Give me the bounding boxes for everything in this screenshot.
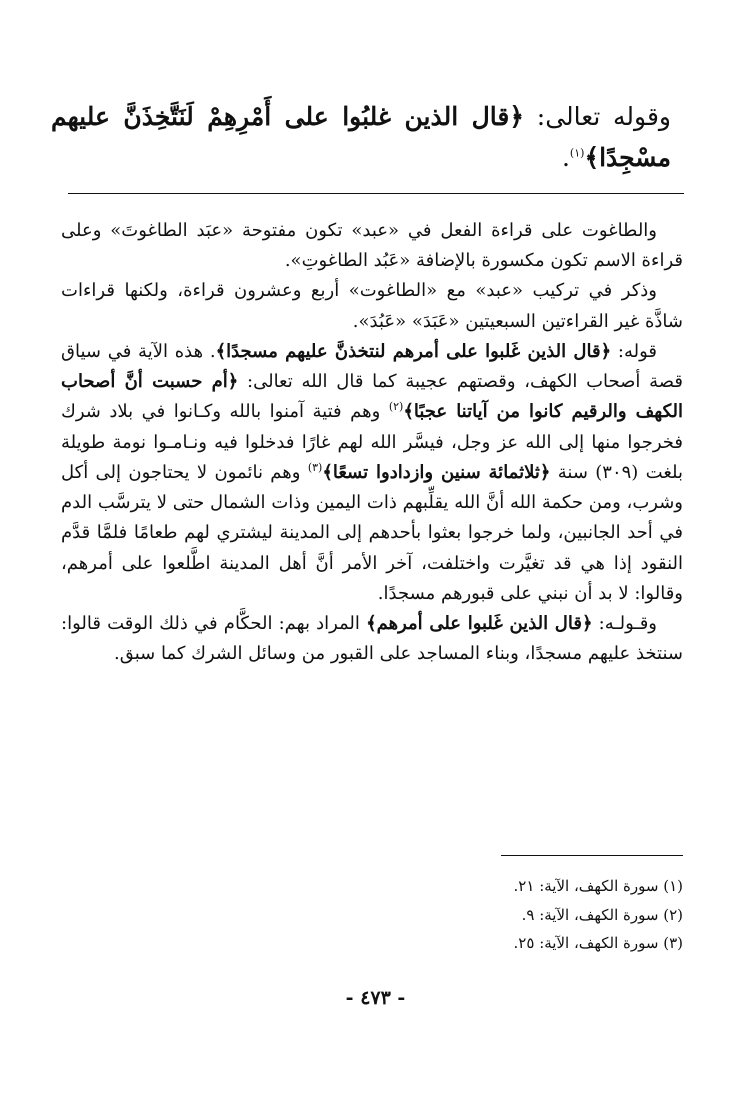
p3-verse-1: ﴿قال الذين غَلبوا على أمرهم لنتخذنَّ عليهم مسجدًا﴾ bbox=[215, 340, 612, 362]
footnote-ref-3[interactable]: (٣) bbox=[307, 460, 323, 474]
heading-divider bbox=[68, 193, 684, 194]
footnotes bbox=[323, 872, 683, 958]
p4-text-1: وقـولـه: bbox=[592, 613, 658, 635]
p3-text-1: قوله: bbox=[611, 340, 658, 362]
footnote-1: (١) سورة الكهف، الآية: ٢١. bbox=[513, 877, 683, 895]
page-number: - ٤٧٣ - bbox=[345, 987, 406, 1009]
p3-text-4: وهم نائمون لا يحتاجون إلى أكل وشرب، ومن حكمة الله أنَّ الله يقلِّبهم ذات اليمين وذات الشمال حتى لا يترسَّب الدم في أحد الجانبين، ولما خرجوا بعثوا بأحدهم إلى المدينة ليشتري لهم طعامًا فلمَّا قدَّم النقود إذا هي قد تغيَّرت واختلفت، آخر الأمر أنَّ أهل المدينة اطَّلعوا على أمرهم، وقالوا: لا بد أن نبني على قبورهم مسجدًا. bbox=[61, 461, 683, 604]
paragraph-rulers bbox=[61, 609, 683, 669]
footnote-ref-2[interactable]: (٢) bbox=[388, 400, 404, 414]
footnote-ref-1[interactable]: (١) bbox=[569, 146, 585, 160]
heading-end: . bbox=[561, 143, 570, 173]
heading-verse: ﴿قال الذين غلبُوا على أَمْرِهِمْ لَنَتَّخِذَنَّ عليهم مسْجِدًا﴾ bbox=[51, 102, 671, 173]
verse-heading bbox=[51, 96, 671, 179]
footnote-2: (٢) سورة الكهف، الآية: ٩. bbox=[521, 905, 683, 924]
paragraph-taghut-reading: والطاغوت على قراءة الفعل في «عبد» تكون مفتوحة «عبَد الطاغوتَ» وعلى قراءة الاسم تكون مكسورة بالإضافة «عَبُد الطاغوتِ». bbox=[61, 220, 683, 272]
p3-verse-2: ﴿أم حسبت أنَّ أصحاب الكهف والرقيم كانوا من آياتنا عجبًا﴾ bbox=[61, 371, 683, 423]
p3-text-3: وهم فتية آمنوا بالله وكـانوا في بلاد شرك فخرجوا منها إلى الله عز وجل، فيسَّر الله لهم غارًا فدخلوا فيه ونـامـوا نومة طويلة بلغت (٣٠٩) سنة bbox=[61, 401, 684, 483]
paragraph-cave-story bbox=[61, 337, 683, 609]
p4-text-2: المراد بهم: الحكَّام في ذلك الوقت قالوا: سنتخذ عليهم مسجدًا، وبناء المساجد على القبور من وسائل الشرك كما سبق. bbox=[61, 613, 683, 665]
heading-intro: وقوله تعالى: bbox=[524, 102, 671, 131]
footnote-3: (٣) سورة الكهف، الآية: ٢٥. bbox=[513, 934, 683, 952]
p3-text-2: . هذه الآية في سياق قصة أصحاب الكهف، وقصتهم عجيبة كما قال الله تعالى: bbox=[61, 340, 684, 393]
footnote-divider bbox=[501, 855, 683, 856]
p3-verse-3: ﴿ثلاثمائة سنين وازدادوا تسعًا﴾ bbox=[322, 461, 551, 483]
commentary-body bbox=[61, 216, 683, 670]
p4-verse-1: ﴿قال الذين غَلبوا على أمرهم﴾ bbox=[366, 613, 593, 635]
paragraph-taghut-variants: وذكر في تركيب «عبد» مع «الطاغوت» أربع وعشرون قراءة، ولكنها قراءات شاذَّة غير القراءتين السبعيتين «عَبَدَ» «عَبُدَ». bbox=[61, 280, 683, 332]
